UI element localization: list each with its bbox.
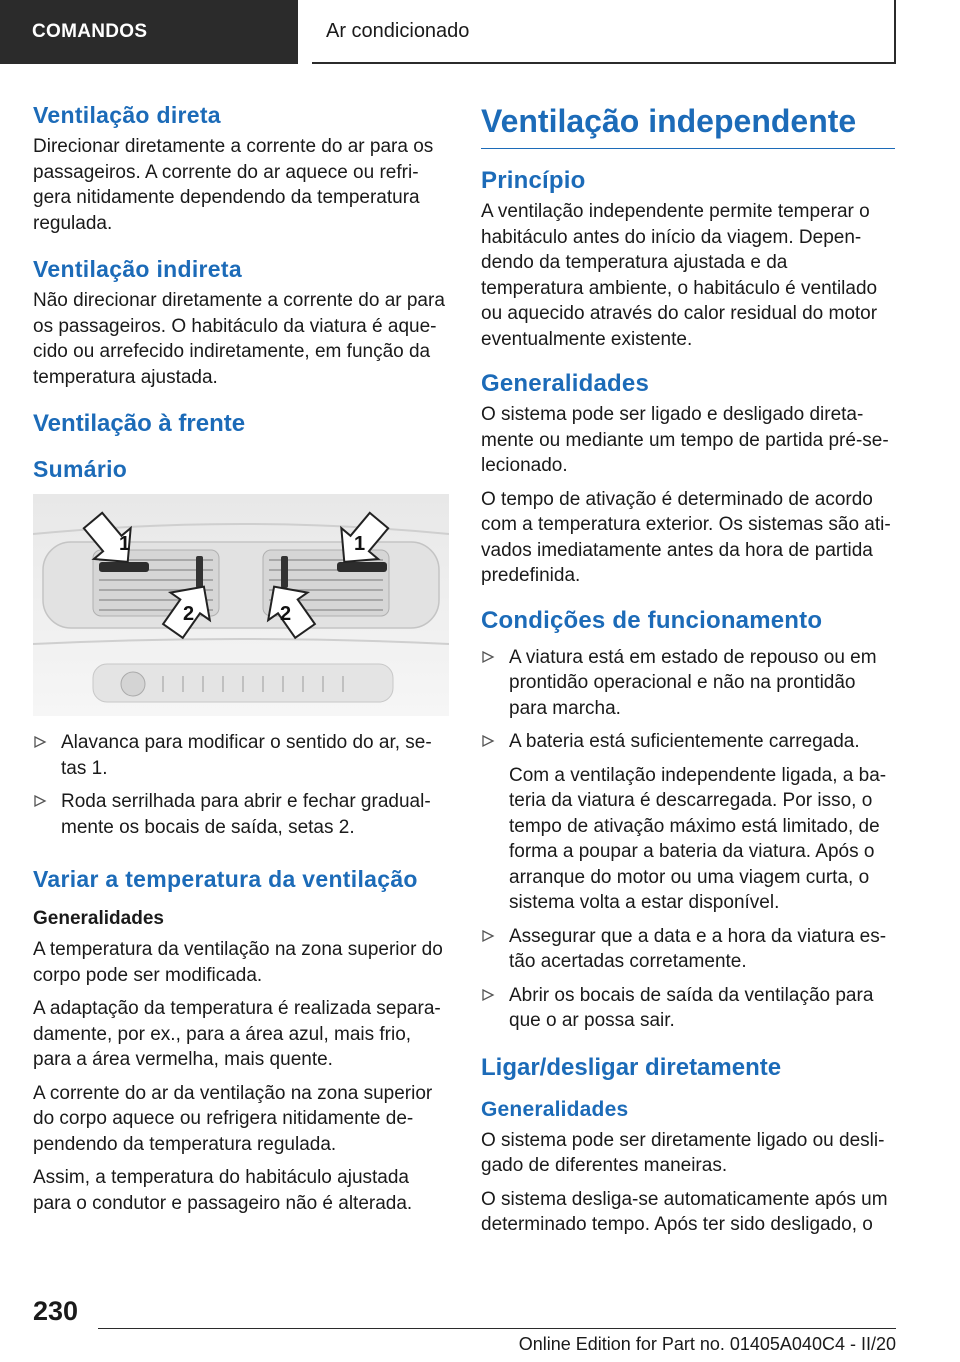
list-item: Alavanca para modificar o sentido do ar, setas 1. bbox=[33, 730, 449, 781]
list-item: A bateria está suficientemente carregada. bbox=[481, 729, 895, 755]
triangle-bullet-icon bbox=[481, 929, 495, 943]
heading-indirect-ventilation: Ventilação indireta bbox=[33, 256, 242, 282]
summary-list bbox=[33, 730, 449, 840]
list-item: Assegurar que a data e a hora da viatura estão acertadas corretamente. bbox=[481, 924, 895, 975]
footer-divider bbox=[98, 1328, 896, 1329]
heading-independent-ventilation: Ventilação independente bbox=[481, 100, 895, 149]
section-title: COMANDOS bbox=[32, 21, 148, 42]
heading-general: Generalidades bbox=[481, 370, 650, 397]
triangle-bullet-icon bbox=[33, 794, 47, 808]
paragraph-switch-2: O sistema desliga-se automaticamente após um determinado tempo. Após ter sido desligado, o bbox=[481, 1188, 888, 1235]
list-item: Roda serrilhada para abrir e fechar gradualmente os bocais de saída, setas 2. bbox=[33, 789, 449, 840]
figure-label-2-right: 2 bbox=[280, 603, 292, 625]
figure-label-1-right: 1 bbox=[354, 533, 366, 555]
heading-principle: Princípio bbox=[481, 167, 586, 194]
heading-operating-conditions: Condições de funcionamento bbox=[481, 606, 823, 634]
triangle-bullet-icon bbox=[481, 650, 495, 664]
list-item: A viatura está em estado de repouso ou em prontidão operacional e não na prontidão para marcha. bbox=[481, 645, 895, 722]
heading-front-ventilation: Ventilação à frente bbox=[33, 410, 246, 437]
paragraph-vary-4: Assim, a temperatura do habitáculo ajustada para o condutor e passageiro não é alterada. bbox=[33, 1167, 413, 1214]
right-column bbox=[481, 100, 895, 1246]
paragraph-principle: A ventilação independente permite temperar o habitáculo antes do início da viagem. Dependendo da temperatura ajustada e da temperatura ambiente, o habitáculo é ventilado ou aquecido através do calor residual do motor eventualmente existente. bbox=[481, 201, 878, 350]
figure-label-1-left: 1 bbox=[119, 533, 131, 555]
page-number: 230 bbox=[33, 1296, 79, 1326]
triangle-bullet-icon bbox=[33, 735, 47, 749]
paragraph-vary-3: A corrente do ar da ventilação na zona superior do corpo aquece ou refrigera nitidamente dependendo da temperatura regulada. bbox=[33, 1082, 433, 1155]
paragraph-vary-1: A temperatura da ventilação na zona superior do corpo pode ser modificada. bbox=[33, 939, 443, 986]
left-column bbox=[33, 100, 449, 1224]
edition-text: Online Edition for Part no. 01405A040C4 - II/20 bbox=[518, 1334, 896, 1354]
heading-switch-general: Generalidades bbox=[481, 1097, 629, 1121]
conditions-list bbox=[481, 645, 895, 755]
conditions-list-2 bbox=[481, 924, 895, 1034]
triangle-bullet-icon bbox=[481, 988, 495, 1002]
section-tab bbox=[0, 0, 298, 64]
heading-direct-ventilation: Ventilação direta bbox=[33, 102, 221, 128]
triangle-bullet-icon bbox=[481, 734, 495, 748]
chapter-header bbox=[312, 0, 896, 64]
heading-switch-directly: Ligar/desligar diretamente bbox=[481, 1053, 782, 1081]
paragraph-battery-note: Com a ventilação independente ligada, a bateria da viatura é descarregada. Por isso, o tempo de ativação máximo está limitado, de forma a poupar a bateria da viatura. Após o arranque do motor ou uma viagem curta, o sistema volta a estar disponível. bbox=[509, 764, 887, 913]
paragraph-general-1: O sistema pode ser ligado e desligado diretamente ou mediante um tempo de partida pré-selecionado. bbox=[481, 404, 889, 476]
heading-summary: Sumário bbox=[33, 456, 128, 482]
paragraph-switch-1: O sistema pode ser diretamente ligado ou desligado de diferentes maneiras. bbox=[481, 1129, 885, 1176]
figure-label-2-left: 2 bbox=[183, 603, 195, 625]
vent-illustration bbox=[33, 494, 449, 716]
paragraph-indirect-ventilation: Não direcionar diretamente a corrente do ar para os passageiros. O habitáculo da viatura é aquecido ou arrefecido indiretamente, em função da temperatura ajustada. bbox=[33, 290, 445, 388]
paragraph-general-2: O tempo de ativação é determinado de acordo com a temperatura exterior. Os sistemas são ativados imediatamente antes da hora de partida predefinida. bbox=[481, 488, 891, 586]
subheading-general: Generalidades bbox=[33, 908, 164, 929]
paragraph-vary-2: A adaptação da temperatura é realizada separadamente, por ex., para a área azul, mais frio, para a área vermelha, mais quente. bbox=[33, 998, 441, 1070]
paragraph-direct-ventilation: Direcionar diretamente a corrente do ar para os passageiros. A corrente do ar aquece ou refrigera nitidamente dependendo da temperatura regulada. bbox=[33, 136, 434, 234]
list-item: Abrir os bocais de saída da ventilação para que o ar possa sair. bbox=[481, 983, 895, 1034]
chapter-title: Ar condicionado bbox=[326, 19, 470, 42]
vent-photo bbox=[33, 494, 449, 716]
heading-vary-temperature: Variar a temperatura da ventilação bbox=[33, 866, 418, 892]
